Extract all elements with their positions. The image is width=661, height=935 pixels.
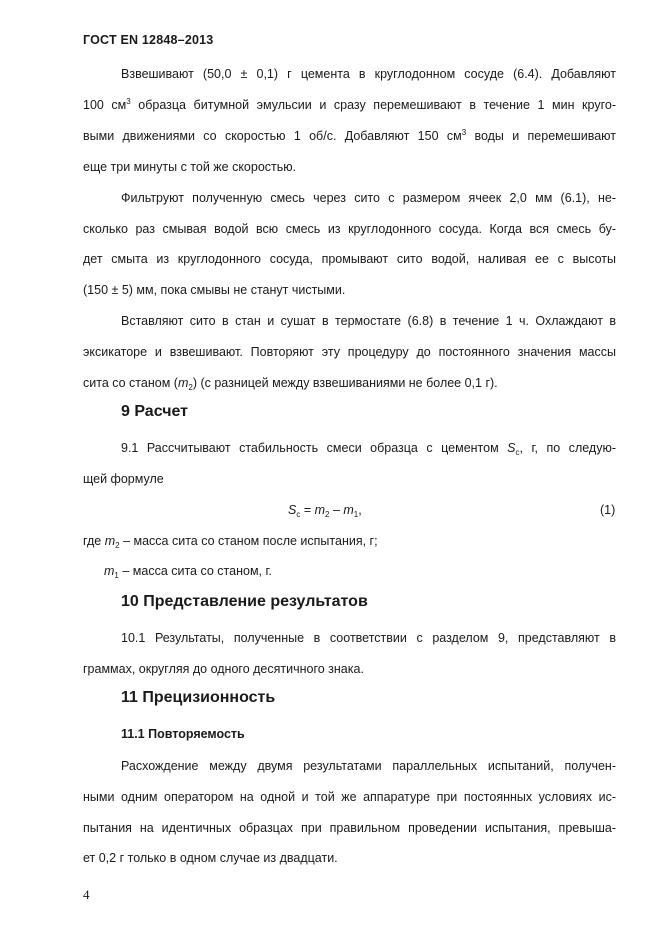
paragraph-line: граммах, округляя до одного десятичного знака. [83, 662, 364, 676]
paragraph-line: Взвешивают (50,0 ± 0,1) г цемента в круглодонном сосуде (6.4). Добавляют [121, 67, 616, 81]
formula: $S_c = m_2 - m_1$, [288, 503, 362, 519]
paragraph-line: Вставляют сито в стан и сушат в термостате (6.8) в течение 1 ч. Охлаждают в [121, 314, 616, 328]
section-heading-9: 9 Расчет [121, 403, 188, 420]
paragraph-line: 10.1 Результаты, полученные в соответствии с разделом 9, представляют в [121, 631, 616, 645]
paragraph-line: выми движениями со скоростью 1 об/с. Добавляют 150 $см^3$ воды и перемешивают [83, 128, 616, 143]
subsection-heading: 11.1 Повторяемость [121, 727, 245, 741]
paragraph-line: дет смыта из круглодонного сосуда, промывают сито водой, наливая ее с высоты [83, 252, 616, 266]
paragraph-line: Расхождение между двумя результатами параллельных испытаний, получен- [121, 759, 616, 773]
paragraph-line: 9.1 Рассчитывают стабильность смеси образца с цементом $S_c$, г, по следую- [121, 441, 616, 457]
where-line: $m_1$ – масса сита со станом, г. [104, 564, 272, 580]
paragraph-line: эксикаторе и взвешивают. Повторяют эту процедуру до постоянного значения массы [83, 345, 616, 359]
paragraph-line: Фильтруют полученную смесь через сито с размером ячеек 2,0 мм (6.1), не- [121, 191, 616, 205]
paragraph-line: еще три минуты с той же скоростью. [83, 160, 297, 174]
paragraph-line: (150 ± 5) мм, пока смывы не станут чистыми. [83, 283, 346, 297]
paragraph-line: 100 $см^3$ образца битумной эмульсии и сразу перемешивают в течение 1 мин круго- [83, 97, 616, 112]
paragraph-line: щей формуле [83, 472, 164, 486]
document-header: ГОСТ EN 12848–2013 [83, 33, 214, 47]
section-heading-11: 11 Прецизионность [121, 689, 276, 706]
paragraph-line: ет 0,2 г только в одном случае из двадцати. [83, 851, 338, 865]
where-line: где $m_2$ – масса сита со станом после испытания, г; [83, 534, 378, 550]
paragraph-line: ными одним оператором на одной и той же аппаратуре при постоянных условиях ис- [83, 790, 616, 804]
formula-number: (1) [600, 503, 616, 517]
paragraph-line: сколько раз смывая водой всю смесь из круглодонного сосуда. Когда вся смесь бу- [83, 222, 616, 236]
page-number: 4 [83, 887, 90, 902]
section-heading-10: 10 Представление результатов [121, 593, 368, 610]
paragraph-line: сита со станом $(m_2)$ (с разницей между взвешиваниями не более 0,1 г). [83, 376, 498, 392]
paragraph-line: пытания на идентичных образцах при правильном проведении испытания, превыша- [83, 821, 616, 835]
